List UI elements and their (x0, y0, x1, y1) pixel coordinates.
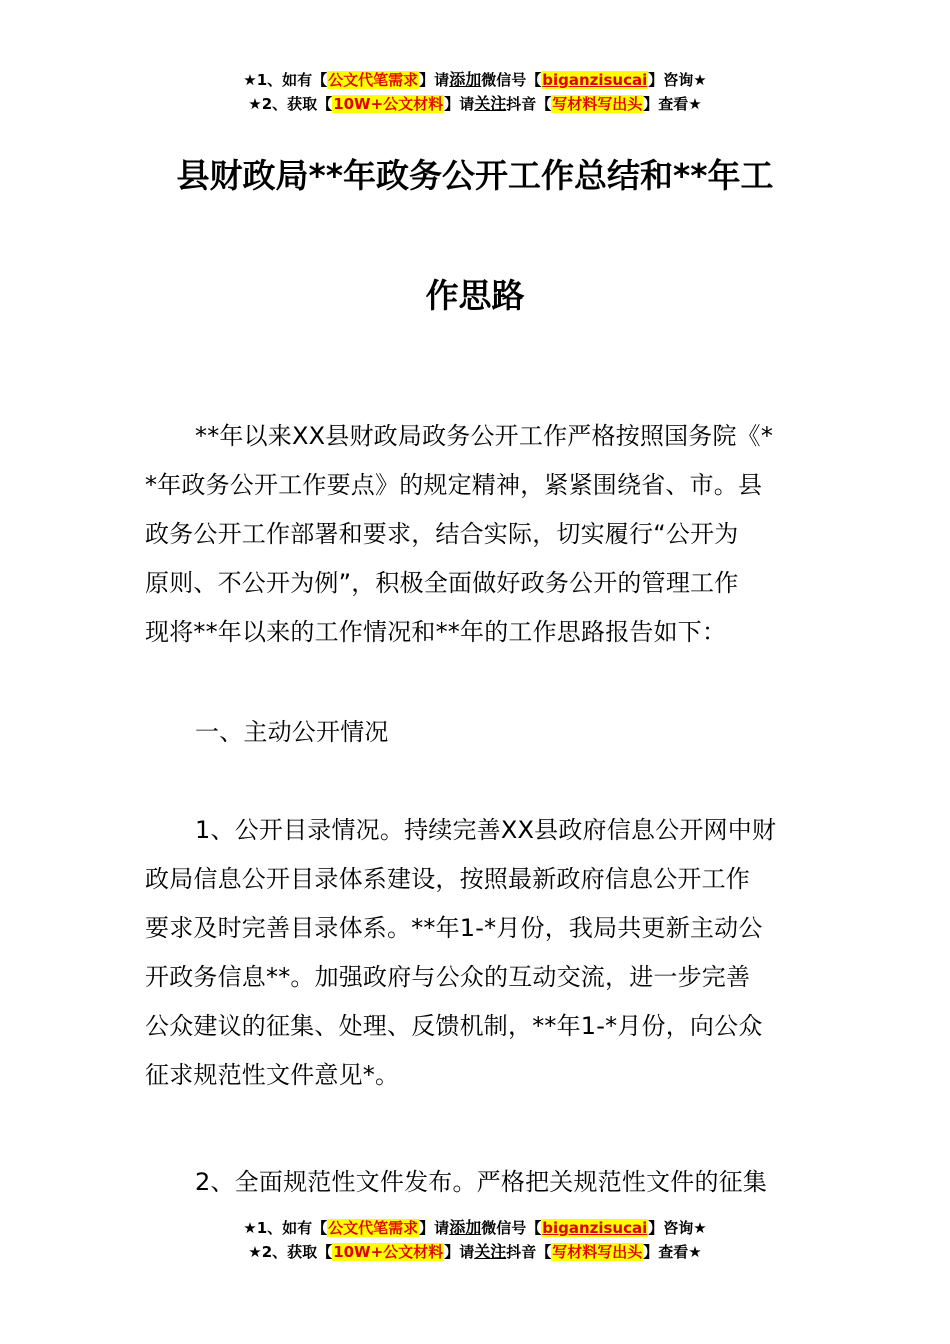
banner-text: 】咨询★ (648, 1219, 707, 1237)
paragraph-line: 公众建议的征集、处理、反馈机制，**年1-*月份，向公众 (145, 1012, 763, 1040)
paragraph-line: *年政务公开工作要点》的规定精神，紧紧围绕省、市。县 (145, 471, 763, 499)
emphasis-add: 添加 (449, 70, 482, 89)
banner-text: 微信号【 (481, 71, 542, 89)
paragraph-line: 政局信息公开目录体系建设，按照最新政府信息公开工作 (145, 865, 750, 893)
item-1-paragraph (145, 806, 810, 1100)
paragraph-line: **年以来XX县财政局政务公开工作严格按照国务院《* (195, 422, 774, 450)
banner-text: 抖音【 (506, 1243, 552, 1261)
banner-line-1 (0, 68, 950, 92)
banner-text: 】请 (444, 95, 475, 113)
banner-text: 】查看★ (643, 1243, 702, 1261)
section-heading-text: 一、主动公开情况 (195, 718, 389, 746)
banner-text: 】请 (419, 71, 450, 89)
emphasis-follow: 关注 (474, 94, 507, 113)
item-2-paragraph (145, 1158, 810, 1207)
emphasis-follow: 关注 (474, 1242, 507, 1261)
banner-text: 微信号【 (481, 1219, 542, 1237)
banner-line-2 (0, 92, 950, 116)
emphasis-add: 添加 (449, 1218, 482, 1237)
paragraph-line: 开政务信息**。加强政府与公众的互动交流，进一步完善 (145, 963, 751, 991)
banner-text: 】请 (419, 1219, 450, 1237)
paragraph-line: 2、全面规范性文件发布。严格把关规范性文件的征集 (195, 1168, 768, 1196)
paragraph-line: 政务公开工作部署和要求，结合实际，切实履行“公开为 (145, 520, 739, 548)
banner-text: ★2、获取【 (248, 95, 333, 113)
footer-banner (0, 1216, 950, 1264)
banner-text: ★2、获取【 (248, 1243, 333, 1261)
banner-text: ★1、如有【 (243, 1219, 328, 1237)
banner-line-1 (0, 1216, 950, 1240)
banner-text: 】咨询★ (648, 71, 707, 89)
highlight-service: 公文代笔需求 (328, 1219, 419, 1237)
intro-paragraph (145, 412, 810, 657)
highlight-wechat-id: biganzisucai (542, 71, 648, 89)
highlight-douyin: 写材料写出头 (552, 1243, 643, 1261)
banner-text: 】查看★ (643, 95, 702, 113)
document-title-line-1: 县财政局**年政务公开工作总结和**年工 (176, 156, 774, 195)
section-heading (145, 708, 810, 757)
paragraph-line: 征求规范性文件意见*。 (145, 1061, 400, 1089)
document-title-line-2: 作思路 (425, 276, 525, 315)
banner-line-2 (0, 1240, 950, 1264)
paragraph-line: 现将**年以来的工作情况和**年的工作思路报告如下： (145, 618, 727, 646)
paragraph-line: 1、公开目录情况。持续完善XX县政府信息公开网中财 (195, 816, 777, 844)
header-banner (0, 68, 950, 116)
highlight-douyin: 写材料写出头 (552, 95, 643, 113)
highlight-materials: 10W+公文材料 (333, 95, 444, 113)
banner-text: 】请 (444, 1243, 475, 1261)
highlight-materials: 10W+公文材料 (333, 1243, 444, 1261)
banner-text: 抖音【 (506, 95, 552, 113)
paragraph-line: 要求及时完善目录体系。**年1-*月份，我局共更新主动公 (145, 914, 763, 942)
paragraph-line: 原则、不公开为例”，积极全面做好政务公开的管理工作 (145, 569, 739, 597)
highlight-wechat-id: biganzisucai (542, 1219, 648, 1237)
banner-text: ★1、如有【 (243, 71, 328, 89)
highlight-service: 公文代笔需求 (328, 71, 419, 89)
